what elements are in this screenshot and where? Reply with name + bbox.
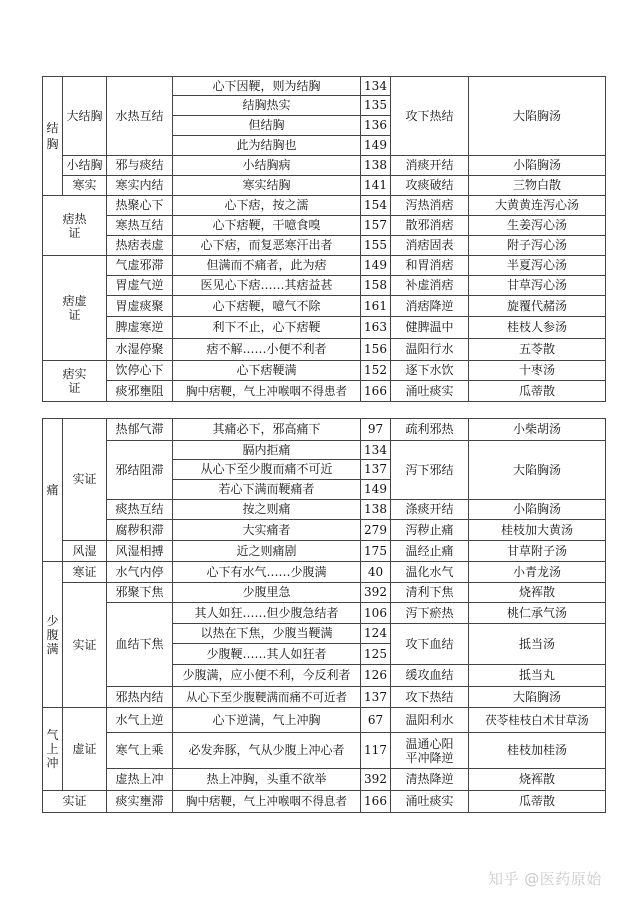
formula-cell: 大陷胸汤	[469, 77, 606, 156]
mechanism-cell: 热聚心下	[107, 196, 173, 216]
table-row	[43, 419, 606, 441]
clause-number-cell: 67	[361, 708, 391, 733]
subcategory-cell: 实证	[43, 791, 107, 813]
table-row	[43, 317, 606, 339]
subcategory-cell: 虚证	[63, 708, 107, 791]
table-row	[43, 687, 606, 708]
mechanism-cell: 腐秽积滞	[107, 520, 173, 541]
mechanism-cell: 痰热互结	[107, 500, 173, 520]
symptom-cell: 以热在下焦，少腹当鞕满	[173, 624, 361, 644]
treatment-cell: 泻秽止痛	[391, 520, 469, 541]
category-cell: 痛	[43, 419, 63, 562]
table-row	[43, 196, 606, 216]
clause-number-cell: 137	[361, 460, 391, 480]
formula-cell: 烧裈散	[469, 583, 606, 603]
symptom-cell: 小结胸病	[173, 156, 361, 176]
symptom-cell: 利下不止，心下痞鞕	[173, 317, 361, 339]
mechanism-cell: 寒热互结	[107, 216, 173, 236]
formula-cell: 抵当丸	[469, 665, 606, 687]
watermark: 知乎 @医药原始	[488, 870, 602, 888]
treatment-cell: 攻下热结	[391, 687, 469, 708]
treatment-cell: 缓攻血结	[391, 665, 469, 687]
formula-cell: 大黄黄连泻心汤	[469, 196, 606, 216]
mechanism-cell: 水湿停聚	[107, 339, 173, 361]
clause-number-cell: 135	[361, 96, 391, 116]
treatment-cell: 攻下血结	[391, 624, 469, 665]
table-row	[43, 176, 606, 196]
formula-cell: 半夏泻心汤	[469, 256, 606, 276]
table-row	[43, 603, 606, 624]
formula-cell: 大陷胸汤	[469, 687, 606, 708]
table-row	[43, 583, 606, 603]
clause-number-cell: 117	[361, 733, 391, 769]
symptom-cell: 大实痛者	[173, 520, 361, 541]
category-cell: 痞虚证	[43, 256, 107, 361]
category-cell: 气上冲	[43, 708, 63, 791]
symptom-cell: 心下有水气……少腹满	[173, 562, 361, 583]
formula-cell: 十枣汤	[469, 361, 606, 381]
mechanism-cell: 虚热上冲	[107, 769, 173, 791]
symptom-cell: 结胸热实	[173, 96, 361, 116]
symptom-cell: 其痛必下，邪高痛下	[173, 419, 361, 441]
clause-number-cell: 137	[361, 687, 391, 708]
formula-cell: 小青龙汤	[469, 562, 606, 583]
clause-number-cell: 161	[361, 296, 391, 317]
mechanism-cell: 水热互结	[107, 77, 173, 156]
formula-cell: 小陷胸汤	[469, 156, 606, 176]
clause-number-cell: 163	[361, 317, 391, 339]
treatment-cell: 泻热消痞	[391, 196, 469, 216]
table-row	[43, 256, 606, 276]
treatment-cell: 清热降逆	[391, 769, 469, 791]
mechanism-cell: 邪聚下焦	[107, 583, 173, 603]
formula-cell: 甘草附子汤	[469, 541, 606, 562]
symptom-cell: 寒实结胸	[173, 176, 361, 196]
treatment-cell: 温通心阳平冲降逆	[391, 733, 469, 769]
table-row	[43, 156, 606, 176]
symptom-cell: 心下痞，按之濡	[173, 196, 361, 216]
clause-number-cell: 156	[361, 339, 391, 361]
table-row	[43, 791, 606, 813]
treatment-cell: 温阳利水	[391, 708, 469, 733]
clause-number-cell: 154	[361, 196, 391, 216]
mechanism-cell: 水气上逆	[107, 708, 173, 733]
formula-cell: 桂枝加桂汤	[469, 733, 606, 769]
formula-cell: 桂枝加大黄汤	[469, 520, 606, 541]
subcategory-cell: 风湿	[63, 541, 107, 562]
formula-cell: 小柴胡汤	[469, 419, 606, 441]
table-row	[43, 339, 606, 361]
mechanism-cell: 邪与痰结	[107, 156, 173, 176]
table-top	[42, 76, 606, 402]
mechanism-cell: 邪热内结	[107, 687, 173, 708]
clause-number-cell: 40	[361, 562, 391, 583]
clause-number-cell: 155	[361, 236, 391, 256]
clause-number-cell: 141	[361, 176, 391, 196]
formula-cell: 甘草泻心汤	[469, 276, 606, 296]
clause-number-cell: 134	[361, 77, 391, 96]
symptom-cell: 医见心下痞……其痞益甚	[173, 276, 361, 296]
subcategory-cell: 寒实	[63, 176, 107, 196]
clause-number-cell: 166	[361, 381, 391, 402]
treatment-cell: 攻痰破结	[391, 176, 469, 196]
symptom-cell: 心下逆满，气上冲胸	[173, 708, 361, 733]
treatment-cell: 疏利邪热	[391, 419, 469, 441]
treatment-cell: 补虚消痞	[391, 276, 469, 296]
clause-number-cell: 125	[361, 644, 391, 665]
mechanism-cell: 胃虚气逆	[107, 276, 173, 296]
clause-number-cell: 97	[361, 419, 391, 441]
formula-cell: 生姜泻心汤	[469, 216, 606, 236]
symptom-cell: 热上冲胸，头重不欲举	[173, 769, 361, 791]
table-row	[43, 733, 606, 769]
clause-number-cell: 124	[361, 624, 391, 644]
clause-number-cell: 138	[361, 500, 391, 520]
symptom-cell: 心下痞，而复恶寒汗出者	[173, 236, 361, 256]
treatment-cell: 攻下热结	[391, 77, 469, 156]
treatment-cell: 涌吐痰实	[391, 381, 469, 402]
symptom-cell: 从心下至少腹鞕满而痛不可近者	[173, 687, 361, 708]
formula-cell: 大陷胸汤	[469, 441, 606, 500]
symptom-cell: 胸中痞鞕，气上冲喉咽不得患者	[173, 381, 361, 402]
formula-cell: 抵当汤	[469, 624, 606, 665]
treatment-cell: 清利下焦	[391, 583, 469, 603]
formula-cell: 桃仁承气汤	[469, 603, 606, 624]
table-row	[43, 541, 606, 562]
treatment-cell: 逐下水饮	[391, 361, 469, 381]
table-bottom	[42, 418, 606, 813]
clause-number-cell: 279	[361, 520, 391, 541]
formula-cell: 小陷胸汤	[469, 500, 606, 520]
treatment-cell: 和胃消痞	[391, 256, 469, 276]
symptom-cell: 痞不解……小便不利者	[173, 339, 361, 361]
symptom-cell: 必发奔豚，气从少腹上冲心者	[173, 733, 361, 769]
subcategory-cell: 小结胸	[63, 156, 107, 176]
mechanism-cell: 寒实内结	[107, 176, 173, 196]
clause-number-cell: 138	[361, 156, 391, 176]
formula-cell: 瓜蒂散	[469, 791, 606, 813]
table-row	[43, 520, 606, 541]
table-row	[43, 216, 606, 236]
clause-number-cell: 149	[361, 480, 391, 500]
formula-cell: 附子泻心汤	[469, 236, 606, 256]
formula-cell: 茯苓桂枝白术甘草汤	[469, 708, 606, 733]
treatment-cell: 涤痰开结	[391, 500, 469, 520]
symptom-cell: 但满而不痛者，此为痞	[173, 256, 361, 276]
clause-number-cell: 166	[361, 791, 391, 813]
mechanism-cell: 热郁气滞	[107, 419, 173, 441]
formula-cell: 烧裈散	[469, 769, 606, 791]
clause-number-cell: 152	[361, 361, 391, 381]
mechanism-cell: 水气内停	[107, 562, 173, 583]
formula-cell: 五苓散	[469, 339, 606, 361]
mechanism-cell: 邪结阻滞	[107, 441, 173, 500]
clause-number-cell: 157	[361, 216, 391, 236]
category-cell: 少腹满	[43, 562, 63, 708]
mechanism-cell: 血结下焦	[107, 603, 173, 687]
symptom-cell: 心下因鞕，则为结胸	[173, 77, 361, 96]
mechanism-cell: 寒气上乘	[107, 733, 173, 769]
mechanism-cell: 气虚邪滞	[107, 256, 173, 276]
mechanism-cell: 热痞表虚	[107, 236, 173, 256]
symptom-cell: 少腹满，应小便不利，今反利者	[173, 665, 361, 687]
clause-number-cell: 149	[361, 256, 391, 276]
clause-number-cell: 136	[361, 116, 391, 136]
symptom-cell: 按之则痛	[173, 500, 361, 520]
clause-number-cell: 149	[361, 136, 391, 156]
table-row	[43, 276, 606, 296]
symptom-cell: 少腹里急	[173, 583, 361, 603]
symptom-cell: 此为结胸也	[173, 136, 361, 156]
subcategory-cell: 寒证	[63, 562, 107, 583]
mechanism-cell: 风湿相搏	[107, 541, 173, 562]
table-row	[43, 441, 606, 460]
subcategory-cell: 实证	[63, 419, 107, 541]
clause-number-cell: 106	[361, 603, 391, 624]
treatment-cell: 温阳行水	[391, 339, 469, 361]
symptom-cell: 心下痞鞕满	[173, 361, 361, 381]
symptom-cell: 少腹鞕……其人如狂者	[173, 644, 361, 665]
table-row	[43, 562, 606, 583]
symptom-cell: 膈内拒痛	[173, 441, 361, 460]
category-cell: 结胸	[43, 77, 63, 196]
treatment-cell: 散邪消痞	[391, 216, 469, 236]
treatment-cell: 消痞固表	[391, 236, 469, 256]
category-cell: 痞实证	[43, 361, 107, 402]
treatment-cell: 消痰开结	[391, 156, 469, 176]
symptom-cell: 若心下满而鞕痛者	[173, 480, 361, 500]
subcategory-cell: 实证	[63, 583, 107, 708]
clause-number-cell: 392	[361, 583, 391, 603]
treatment-cell: 涌吐痰实	[391, 791, 469, 813]
mechanism-cell: 痰实壅滞	[107, 791, 173, 813]
symptom-cell: 从心下至少腹而痛不可近	[173, 460, 361, 480]
clause-number-cell: 175	[361, 541, 391, 562]
treatment-cell: 温经止痛	[391, 541, 469, 562]
formula-cell: 旋覆代赭汤	[469, 296, 606, 317]
symptom-cell: 心下痞鞕，噫气不除	[173, 296, 361, 317]
treatment-cell: 泻下邪结	[391, 441, 469, 500]
formula-cell: 桂枝人参汤	[469, 317, 606, 339]
clause-number-cell: 158	[361, 276, 391, 296]
table-row	[43, 500, 606, 520]
mechanism-cell: 饮停心下	[107, 361, 173, 381]
formula-cell: 三物白散	[469, 176, 606, 196]
table-row	[43, 361, 606, 381]
formula-cell: 瓜蒂散	[469, 381, 606, 402]
table-row	[43, 381, 606, 402]
table-row	[43, 296, 606, 317]
mechanism-cell: 脾虚寒逆	[107, 317, 173, 339]
mechanism-cell: 胃虚痰聚	[107, 296, 173, 317]
symptom-cell: 近之则痛剧	[173, 541, 361, 562]
clause-number-cell: 126	[361, 665, 391, 687]
mechanism-cell: 痰邪壅阻	[107, 381, 173, 402]
treatment-cell: 泻下瘀热	[391, 603, 469, 624]
table-row	[43, 769, 606, 791]
table-row	[43, 77, 606, 96]
treatment-cell: 健脾温中	[391, 317, 469, 339]
treatment-cell: 温化水气	[391, 562, 469, 583]
clause-number-cell: 392	[361, 769, 391, 791]
clause-number-cell: 134	[361, 441, 391, 460]
table-row	[43, 708, 606, 733]
symptom-cell: 其人如狂……但少腹急结者	[173, 603, 361, 624]
table-row	[43, 236, 606, 256]
symptom-cell: 胸中痞鞕，气上冲喉咽不得息者	[173, 791, 361, 813]
treatment-cell: 消痞降逆	[391, 296, 469, 317]
category-cell: 痞热证	[43, 196, 107, 256]
symptom-cell: 但结胸	[173, 116, 361, 136]
symptom-cell: 心下痞鞕，干噫食嗅	[173, 216, 361, 236]
subcategory-cell: 大结胸	[63, 77, 107, 156]
